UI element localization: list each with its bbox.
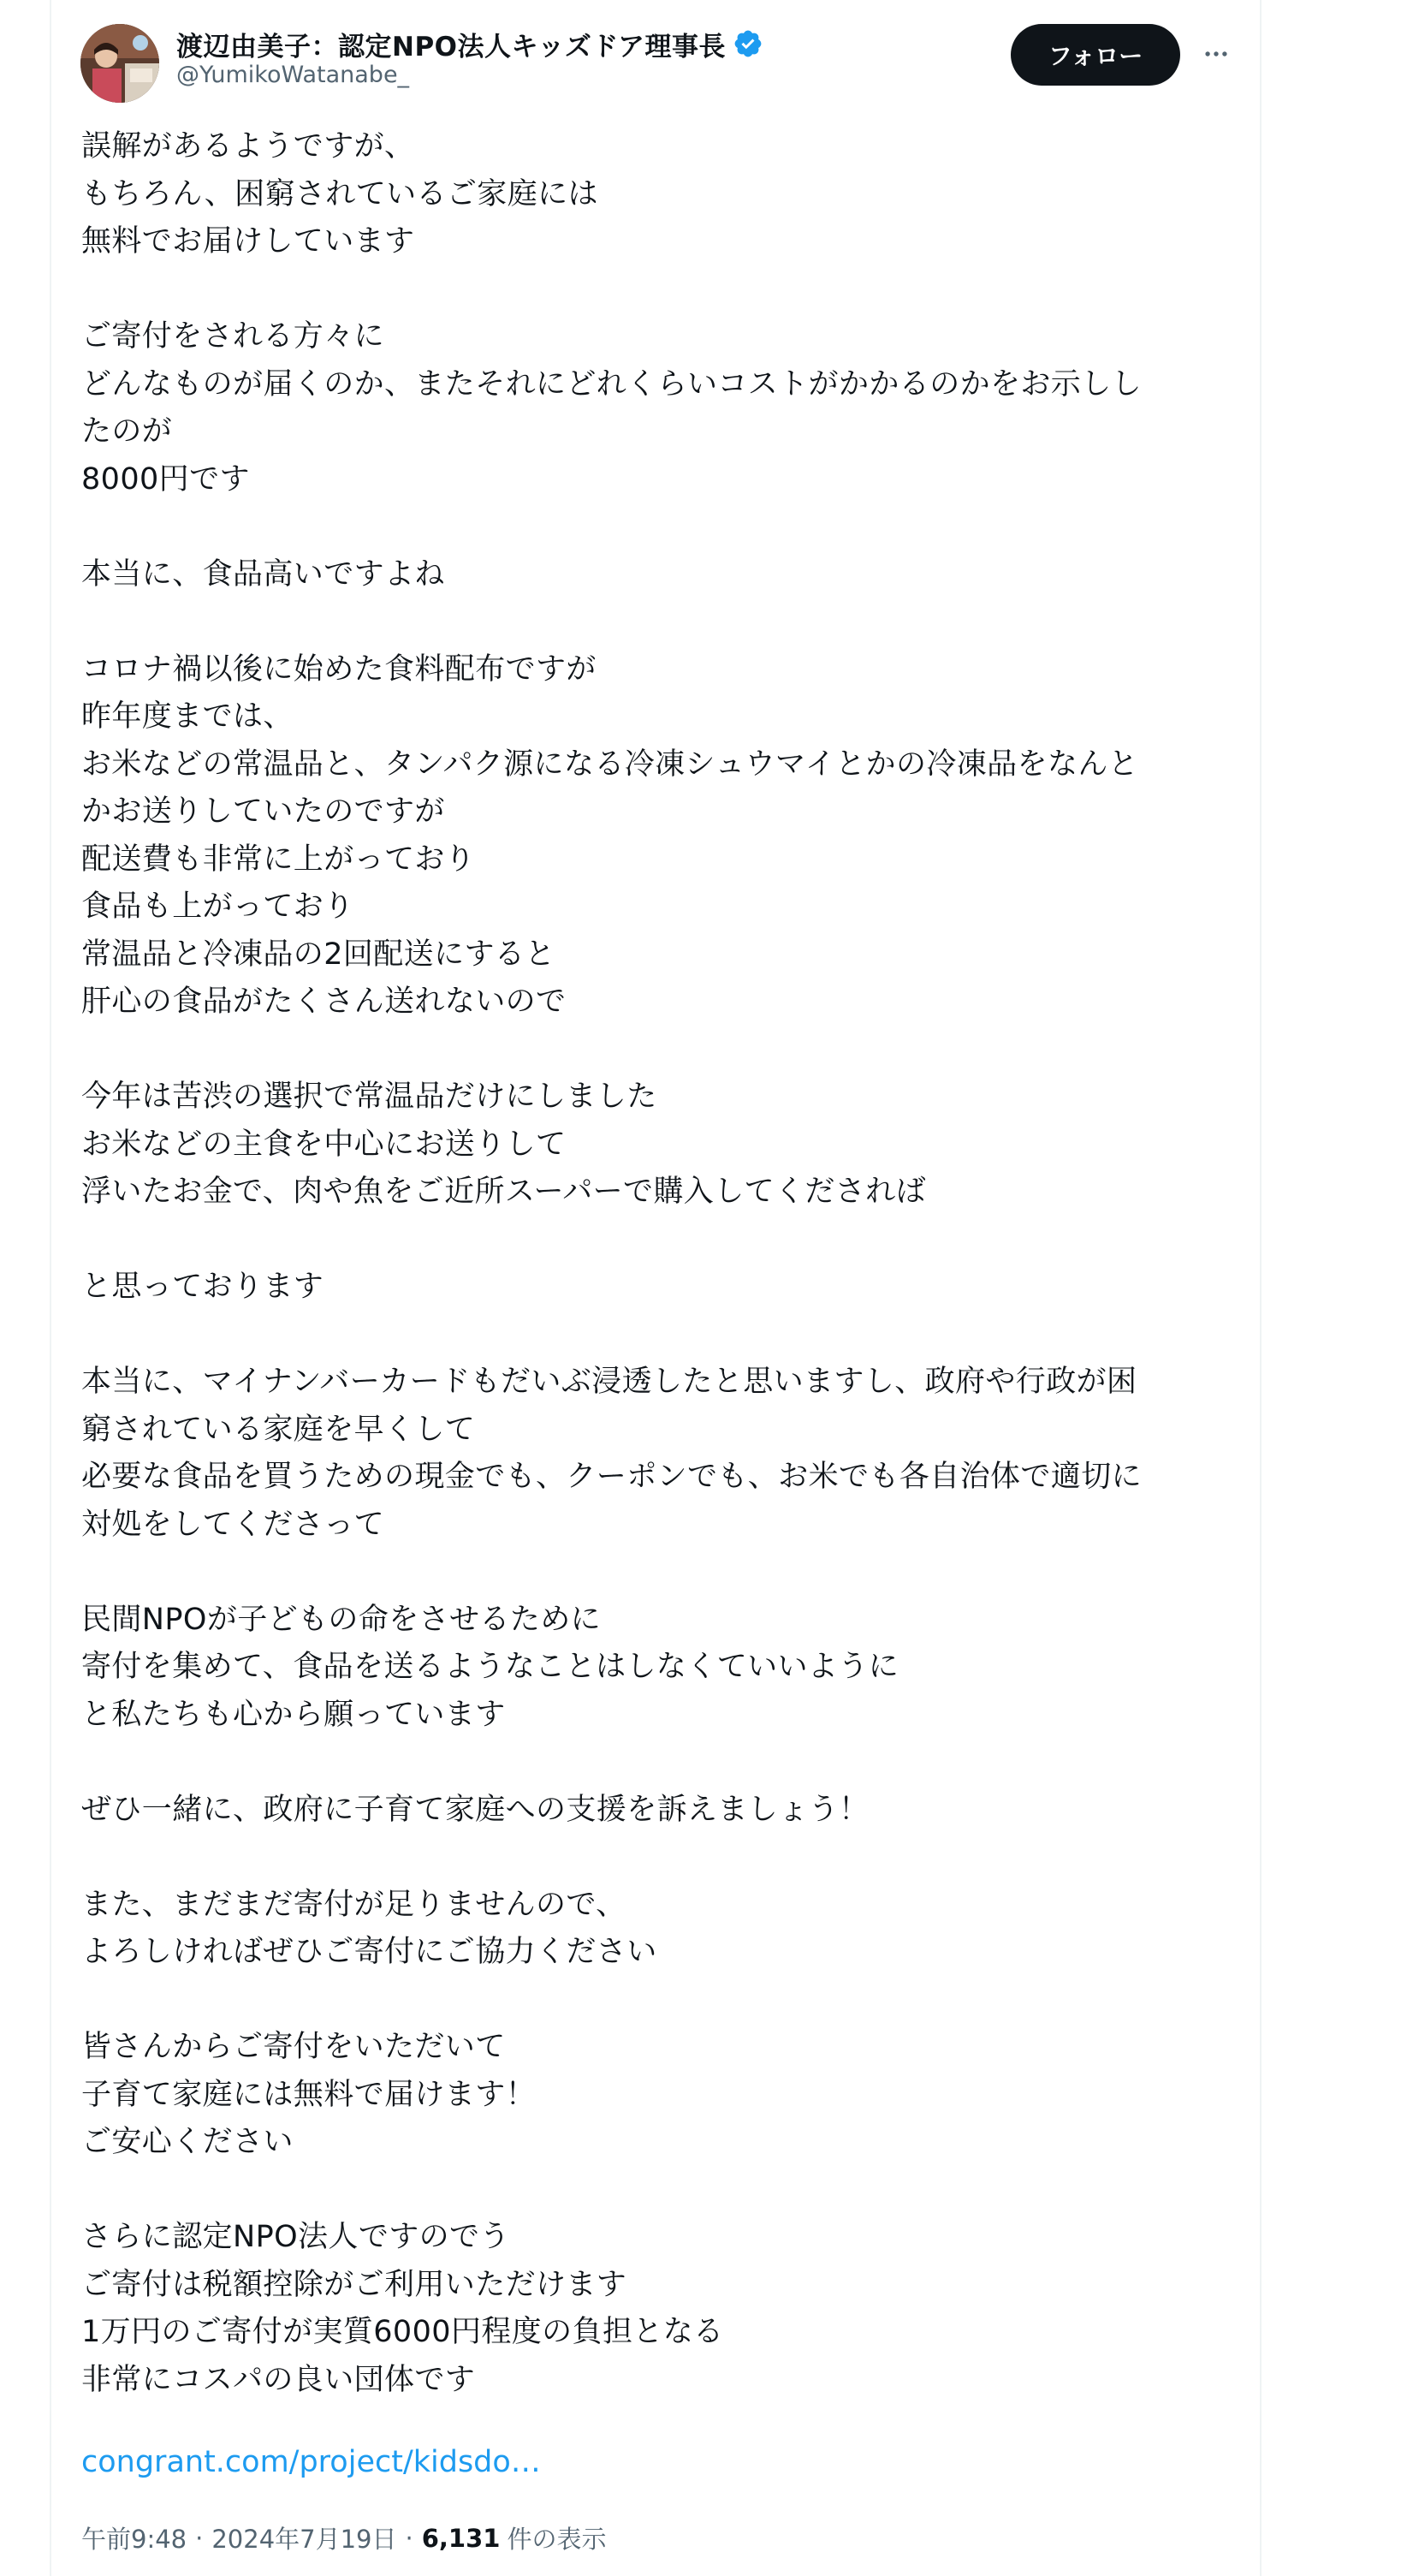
views-label: 件の表示	[507, 2525, 607, 2554]
meta-separator: ·	[195, 2523, 204, 2553]
tweet-text: 誤解があるようですが、 もちろん、困窮されているご家庭には 無料でお届けしています ご寄付をされる方々に どんなものが届くのか、またそれにどれくらいコストがかかるのかをお示しし たのが 8000円です 本当に、食品高いですよね コロナ禍以後に始めた食料配布ですが 昨年度までは、 お米などの常温品と、タンパク源になる冷凍シュウマイとかの冷凍品をなんと かお送りしていたのですが 配送費も非常に上がっており 食品も上がっており 常温品と冷凍品の2回配送にすると 肝心の食品がたくさん送れないので 今年は苦渋の選択で常温品だけにしました お米などの主食を中心にお送りして 浮いたお金で、肉や魚をご近所スーパーで購入してくだされば と思っております 本当に、マイナンバーカードもだいぶ浸透したと思いますし、政府や行政が困 窮されている家庭を早くして 必要な食品を買うための現金でも、クーポンでも、お米でも各自治体で適切に 対処をしてくださって 民間NPOが子どもの命をさせるために 寄付を集めて、食品を送るようなことはしなくていいように と私たちも心から願っています ぜひ一緒に、政府に子育て家庭への支援を訴えましょう！ また、まだまだ寄付が足りませんので、 よろしければぜひご寄付にご協力ください 皆さんからご寄付をいただいて 子育て家庭には無料で届けます！ ご安心ください さらに認定NPO法人ですのでう ご寄付は税額控除がご利用いただけます 1万円のご寄付が実質6000円程度の負担となる 非常にコスパの良い団体です	[81, 129, 1143, 2397]
avatar[interactable]	[80, 24, 159, 103]
display-name[interactable]: 渡辺由美子：認定NPO法人キッズドア理事長	[176, 31, 726, 62]
tweet-date[interactable]: 2024年7月19日	[211, 2525, 397, 2554]
tweet-time[interactable]: 午前9:48	[81, 2525, 187, 2554]
tweet-link[interactable]: congrant.com/project/kidsdo…	[81, 2445, 541, 2479]
more-horizontal-icon	[1202, 39, 1231, 68]
display-name-row[interactable]	[176, 22, 763, 65]
follow-button[interactable]: フォロー	[1011, 24, 1180, 86]
meta-separator: ·	[405, 2523, 413, 2553]
verified-badge-icon	[733, 28, 763, 59]
user-handle[interactable]: @YumikoWatanabe_	[176, 62, 410, 88]
views-count: 6,131	[421, 2523, 501, 2553]
avatar-image	[80, 24, 159, 103]
more-options-button[interactable]	[1195, 33, 1238, 75]
tweet-metadata	[81, 2520, 606, 2555]
